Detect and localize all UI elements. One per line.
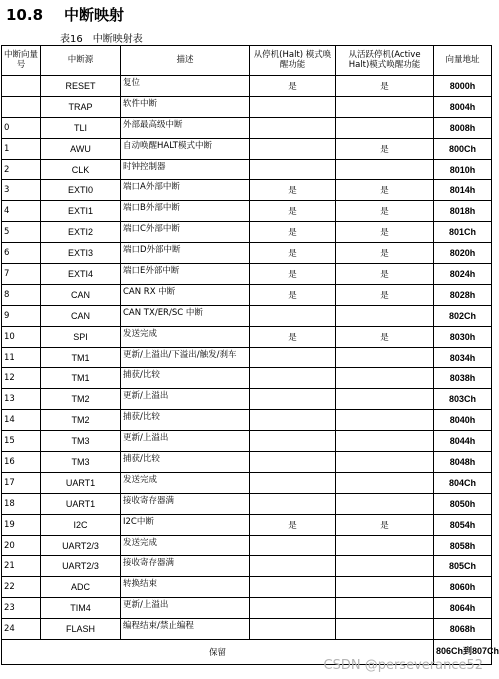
description-cell: 发送完成 xyxy=(121,535,250,556)
source-cell: EXTI0 xyxy=(41,180,121,201)
halt-wakeup-cell: 是 xyxy=(250,76,336,97)
vector-number-cell: 5 xyxy=(2,222,41,243)
table-row xyxy=(2,76,492,97)
halt-wakeup-cell: 是 xyxy=(250,180,336,201)
active-halt-wakeup-cell xyxy=(336,159,434,180)
table-row xyxy=(2,472,492,493)
halt-wakeup-cell xyxy=(250,117,336,138)
vector-number-cell: 8 xyxy=(2,284,41,305)
vector-address-cell: 8030h xyxy=(434,326,492,347)
source-cell: SPI xyxy=(41,326,121,347)
interrupt-map-table xyxy=(1,45,499,665)
halt-wakeup-cell: 是 xyxy=(250,326,336,347)
table-row xyxy=(2,598,492,619)
table-row xyxy=(2,96,492,117)
halt-wakeup-cell xyxy=(250,410,336,431)
vector-number-cell: 22 xyxy=(2,577,41,598)
table-row xyxy=(2,243,492,264)
vector-address-cell: 8040h xyxy=(434,410,492,431)
halt-wakeup-cell xyxy=(250,305,336,326)
description-cell: 端口C外部中断 xyxy=(121,222,250,243)
active-halt-wakeup-cell xyxy=(336,619,434,640)
vector-number-cell: 17 xyxy=(2,472,41,493)
active-halt-wakeup-cell: 是 xyxy=(336,514,434,535)
vector-number-cell: 20 xyxy=(2,535,41,556)
vector-address-cell: 8028h xyxy=(434,284,492,305)
vector-number-cell: 15 xyxy=(2,431,41,452)
halt-wakeup-cell xyxy=(250,368,336,389)
source-cell: EXTI2 xyxy=(41,222,121,243)
vector-number-cell: 6 xyxy=(2,243,41,264)
vector-number-cell: 0 xyxy=(2,117,41,138)
table-caption-label: 表16 xyxy=(60,34,83,45)
source-cell: CLK xyxy=(41,159,121,180)
vector-number-cell: 23 xyxy=(2,598,41,619)
halt-wakeup-cell xyxy=(250,535,336,556)
vector-number-cell: 24 xyxy=(2,619,41,640)
vector-address-cell: 8044h xyxy=(434,431,492,452)
active-halt-wakeup-cell: 是 xyxy=(336,138,434,159)
vector-number-cell: 4 xyxy=(2,201,41,222)
vector-number-cell: 9 xyxy=(2,305,41,326)
section-title: 中断映射 xyxy=(64,6,125,24)
source-cell: TM3 xyxy=(41,452,121,473)
source-cell: I2C xyxy=(41,514,121,535)
halt-wakeup-cell: 是 xyxy=(250,243,336,264)
active-halt-wakeup-cell xyxy=(336,347,434,368)
header-vector: 中断向量号 xyxy=(2,46,41,76)
reserved-address: 806Ch到807Ch xyxy=(434,640,492,665)
header-description: 描述 xyxy=(121,46,250,76)
table-row xyxy=(2,284,492,305)
table-caption-title: 中断映射表 xyxy=(92,34,143,45)
active-halt-wakeup-cell: 是 xyxy=(336,284,434,305)
source-cell: TM1 xyxy=(41,347,121,368)
source-cell: TM2 xyxy=(41,389,121,410)
vector-address-cell: 8010h xyxy=(434,159,492,180)
table-row xyxy=(2,347,492,368)
halt-wakeup-cell xyxy=(250,431,336,452)
source-cell: AWU xyxy=(41,138,121,159)
vector-address-cell: 8008h xyxy=(434,117,492,138)
source-cell: EXTI4 xyxy=(41,264,121,285)
halt-wakeup-cell xyxy=(250,96,336,117)
source-cell: TM3 xyxy=(41,431,121,452)
vector-number-cell: 14 xyxy=(2,410,41,431)
active-halt-wakeup-cell xyxy=(336,389,434,410)
vector-address-cell: 8068h xyxy=(434,619,492,640)
vector-number-cell: 1 xyxy=(2,138,41,159)
vector-address-cell: 8024h xyxy=(434,264,492,285)
vector-number-cell xyxy=(2,76,41,97)
source-cell: TRAP xyxy=(41,96,121,117)
vector-number-cell: 7 xyxy=(2,264,41,285)
vector-address-cell: 8018h xyxy=(434,201,492,222)
description-cell: 端口A外部中断 xyxy=(121,180,250,201)
vector-address-cell: 8048h xyxy=(434,452,492,473)
table-row xyxy=(2,514,492,535)
vector-address-cell: 8000h xyxy=(434,76,492,97)
description-cell: 复位 xyxy=(121,76,250,97)
vector-address-cell: 804Ch xyxy=(434,472,492,493)
halt-wakeup-cell xyxy=(250,493,336,514)
table-row xyxy=(2,326,492,347)
source-cell: UART1 xyxy=(41,493,121,514)
table-row xyxy=(2,305,492,326)
vector-number-cell: 13 xyxy=(2,389,41,410)
watermark: CSDN @perseverance52 xyxy=(323,658,483,673)
vector-address-cell: 8060h xyxy=(434,577,492,598)
description-cell: 捕获/比较 xyxy=(121,410,250,431)
description-cell: 外部最高级中断 xyxy=(121,117,250,138)
active-halt-wakeup-cell xyxy=(336,431,434,452)
vector-address-cell: 8034h xyxy=(434,347,492,368)
vector-address-cell: 8038h xyxy=(434,368,492,389)
halt-wakeup-cell xyxy=(250,138,336,159)
table-row xyxy=(2,452,492,473)
active-halt-wakeup-cell xyxy=(336,96,434,117)
active-halt-wakeup-cell: 是 xyxy=(336,201,434,222)
description-cell: 更新/上溢出 xyxy=(121,598,250,619)
vector-number-cell: 19 xyxy=(2,514,41,535)
table-row xyxy=(2,389,492,410)
vector-address-cell: 8050h xyxy=(434,493,492,514)
vector-address-cell: 8014h xyxy=(434,180,492,201)
halt-wakeup-cell: 是 xyxy=(250,514,336,535)
table-row xyxy=(2,410,492,431)
active-halt-wakeup-cell xyxy=(336,556,434,577)
source-cell: UART2/3 xyxy=(41,556,121,577)
source-cell: EXTI3 xyxy=(41,243,121,264)
source-cell: TM1 xyxy=(41,368,121,389)
table-row xyxy=(2,535,492,556)
description-cell: CAN TX/ER/SC 中断 xyxy=(121,305,250,326)
vector-number-cell: 21 xyxy=(2,556,41,577)
source-cell: UART1 xyxy=(41,472,121,493)
halt-wakeup-cell xyxy=(250,389,336,410)
active-halt-wakeup-cell xyxy=(336,535,434,556)
source-cell: FLASH xyxy=(41,619,121,640)
header-source: 中断源 xyxy=(41,46,121,76)
description-cell: 接收寄存器满 xyxy=(121,556,250,577)
source-cell: TIM4 xyxy=(41,598,121,619)
section-number: 10.8 xyxy=(6,6,44,24)
halt-wakeup-cell: 是 xyxy=(250,264,336,285)
source-cell: ADC xyxy=(41,577,121,598)
active-halt-wakeup-cell xyxy=(336,117,434,138)
description-cell: 更新/上溢出/下溢出/触发/刹车 xyxy=(121,347,250,368)
vector-address-cell: 801Ch xyxy=(434,222,492,243)
description-cell: 自动唤醒HALT模式中断 xyxy=(121,138,250,159)
source-cell: EXTI1 xyxy=(41,201,121,222)
table-row xyxy=(2,431,492,452)
vector-number-cell: 16 xyxy=(2,452,41,473)
description-cell: 时钟控制器 xyxy=(121,159,250,180)
halt-wakeup-cell xyxy=(250,472,336,493)
description-cell: 端口D外部中断 xyxy=(121,243,250,264)
section-heading xyxy=(6,4,124,24)
table-row xyxy=(2,117,492,138)
description-cell: 端口E外部中断 xyxy=(121,264,250,285)
table-row xyxy=(2,368,492,389)
table-row xyxy=(2,619,492,640)
header-halt-wakeup: 从停机(Halt) 模式唤醒功能 xyxy=(250,46,336,76)
vector-number-cell: 18 xyxy=(2,493,41,514)
description-cell: 转换结束 xyxy=(121,577,250,598)
vector-address-cell: 8064h xyxy=(434,598,492,619)
table-row xyxy=(2,180,492,201)
active-halt-wakeup-cell xyxy=(336,493,434,514)
vector-address-cell: 8058h xyxy=(434,535,492,556)
active-halt-wakeup-cell xyxy=(336,577,434,598)
source-cell: UART2/3 xyxy=(41,535,121,556)
vector-number-cell: 3 xyxy=(2,180,41,201)
active-halt-wakeup-cell: 是 xyxy=(336,264,434,285)
vector-number-cell xyxy=(2,96,41,117)
header-active-halt-wakeup: 从活跃停机(Active Halt)模式唤醒功能 xyxy=(336,46,434,76)
halt-wakeup-cell xyxy=(250,159,336,180)
table-row xyxy=(2,138,492,159)
vector-number-cell: 2 xyxy=(2,159,41,180)
vector-number-cell: 11 xyxy=(2,347,41,368)
active-halt-wakeup-cell: 是 xyxy=(336,180,434,201)
active-halt-wakeup-cell: 是 xyxy=(336,222,434,243)
halt-wakeup-cell: 是 xyxy=(250,222,336,243)
vector-address-cell: 802Ch xyxy=(434,305,492,326)
table-row xyxy=(2,556,492,577)
halt-wakeup-cell xyxy=(250,452,336,473)
active-halt-wakeup-cell xyxy=(336,452,434,473)
description-cell: 端口B外部中断 xyxy=(121,201,250,222)
description-cell: 软件中断 xyxy=(121,96,250,117)
vector-address-cell: 805Ch xyxy=(434,556,492,577)
description-cell: 发送完成 xyxy=(121,472,250,493)
halt-wakeup-cell: 是 xyxy=(250,284,336,305)
vector-address-cell: 800Ch xyxy=(434,138,492,159)
description-cell: I2C中断 xyxy=(121,514,250,535)
table-row xyxy=(2,222,492,243)
table-row xyxy=(2,159,492,180)
table-body xyxy=(2,76,499,665)
vector-address-cell: 8054h xyxy=(434,514,492,535)
table-row xyxy=(2,577,492,598)
vector-address-cell: 803Ch xyxy=(434,389,492,410)
halt-wakeup-cell xyxy=(250,619,336,640)
table-header-row xyxy=(2,46,492,76)
halt-wakeup-cell xyxy=(250,577,336,598)
reserved-label: 保留 xyxy=(2,640,434,665)
vector-address-cell: 8004h xyxy=(434,96,492,117)
active-halt-wakeup-cell: 是 xyxy=(336,326,434,347)
halt-wakeup-cell xyxy=(250,556,336,577)
table-row xyxy=(2,493,492,514)
active-halt-wakeup-cell xyxy=(336,410,434,431)
description-cell: 更新/上溢出 xyxy=(121,389,250,410)
description-cell: CAN RX 中断 xyxy=(121,284,250,305)
active-halt-wakeup-cell xyxy=(336,305,434,326)
active-halt-wakeup-cell xyxy=(336,598,434,619)
table-caption xyxy=(60,30,143,45)
description-cell: 捕获/比较 xyxy=(121,368,250,389)
halt-wakeup-cell xyxy=(250,347,336,368)
halt-wakeup-cell: 是 xyxy=(250,201,336,222)
halt-wakeup-cell xyxy=(250,598,336,619)
description-cell: 更新/上溢出 xyxy=(121,431,250,452)
description-cell: 编程结束/禁止编程 xyxy=(121,619,250,640)
source-cell: TM2 xyxy=(41,410,121,431)
table-row xyxy=(2,201,492,222)
vector-address-cell: 8020h xyxy=(434,243,492,264)
description-cell: 捕获/比较 xyxy=(121,452,250,473)
vector-number-cell: 10 xyxy=(2,326,41,347)
active-halt-wakeup-cell: 是 xyxy=(336,76,434,97)
active-halt-wakeup-cell: 是 xyxy=(336,243,434,264)
description-cell: 接收寄存器满 xyxy=(121,493,250,514)
active-halt-wakeup-cell xyxy=(336,472,434,493)
table-row xyxy=(2,264,492,285)
source-cell: CAN xyxy=(41,305,121,326)
vector-number-cell: 12 xyxy=(2,368,41,389)
source-cell: CAN xyxy=(41,284,121,305)
source-cell: RESET xyxy=(41,76,121,97)
description-cell: 发送完成 xyxy=(121,326,250,347)
source-cell: TLI xyxy=(41,117,121,138)
active-halt-wakeup-cell xyxy=(336,368,434,389)
header-vector-address: 向量地址 xyxy=(434,46,492,76)
